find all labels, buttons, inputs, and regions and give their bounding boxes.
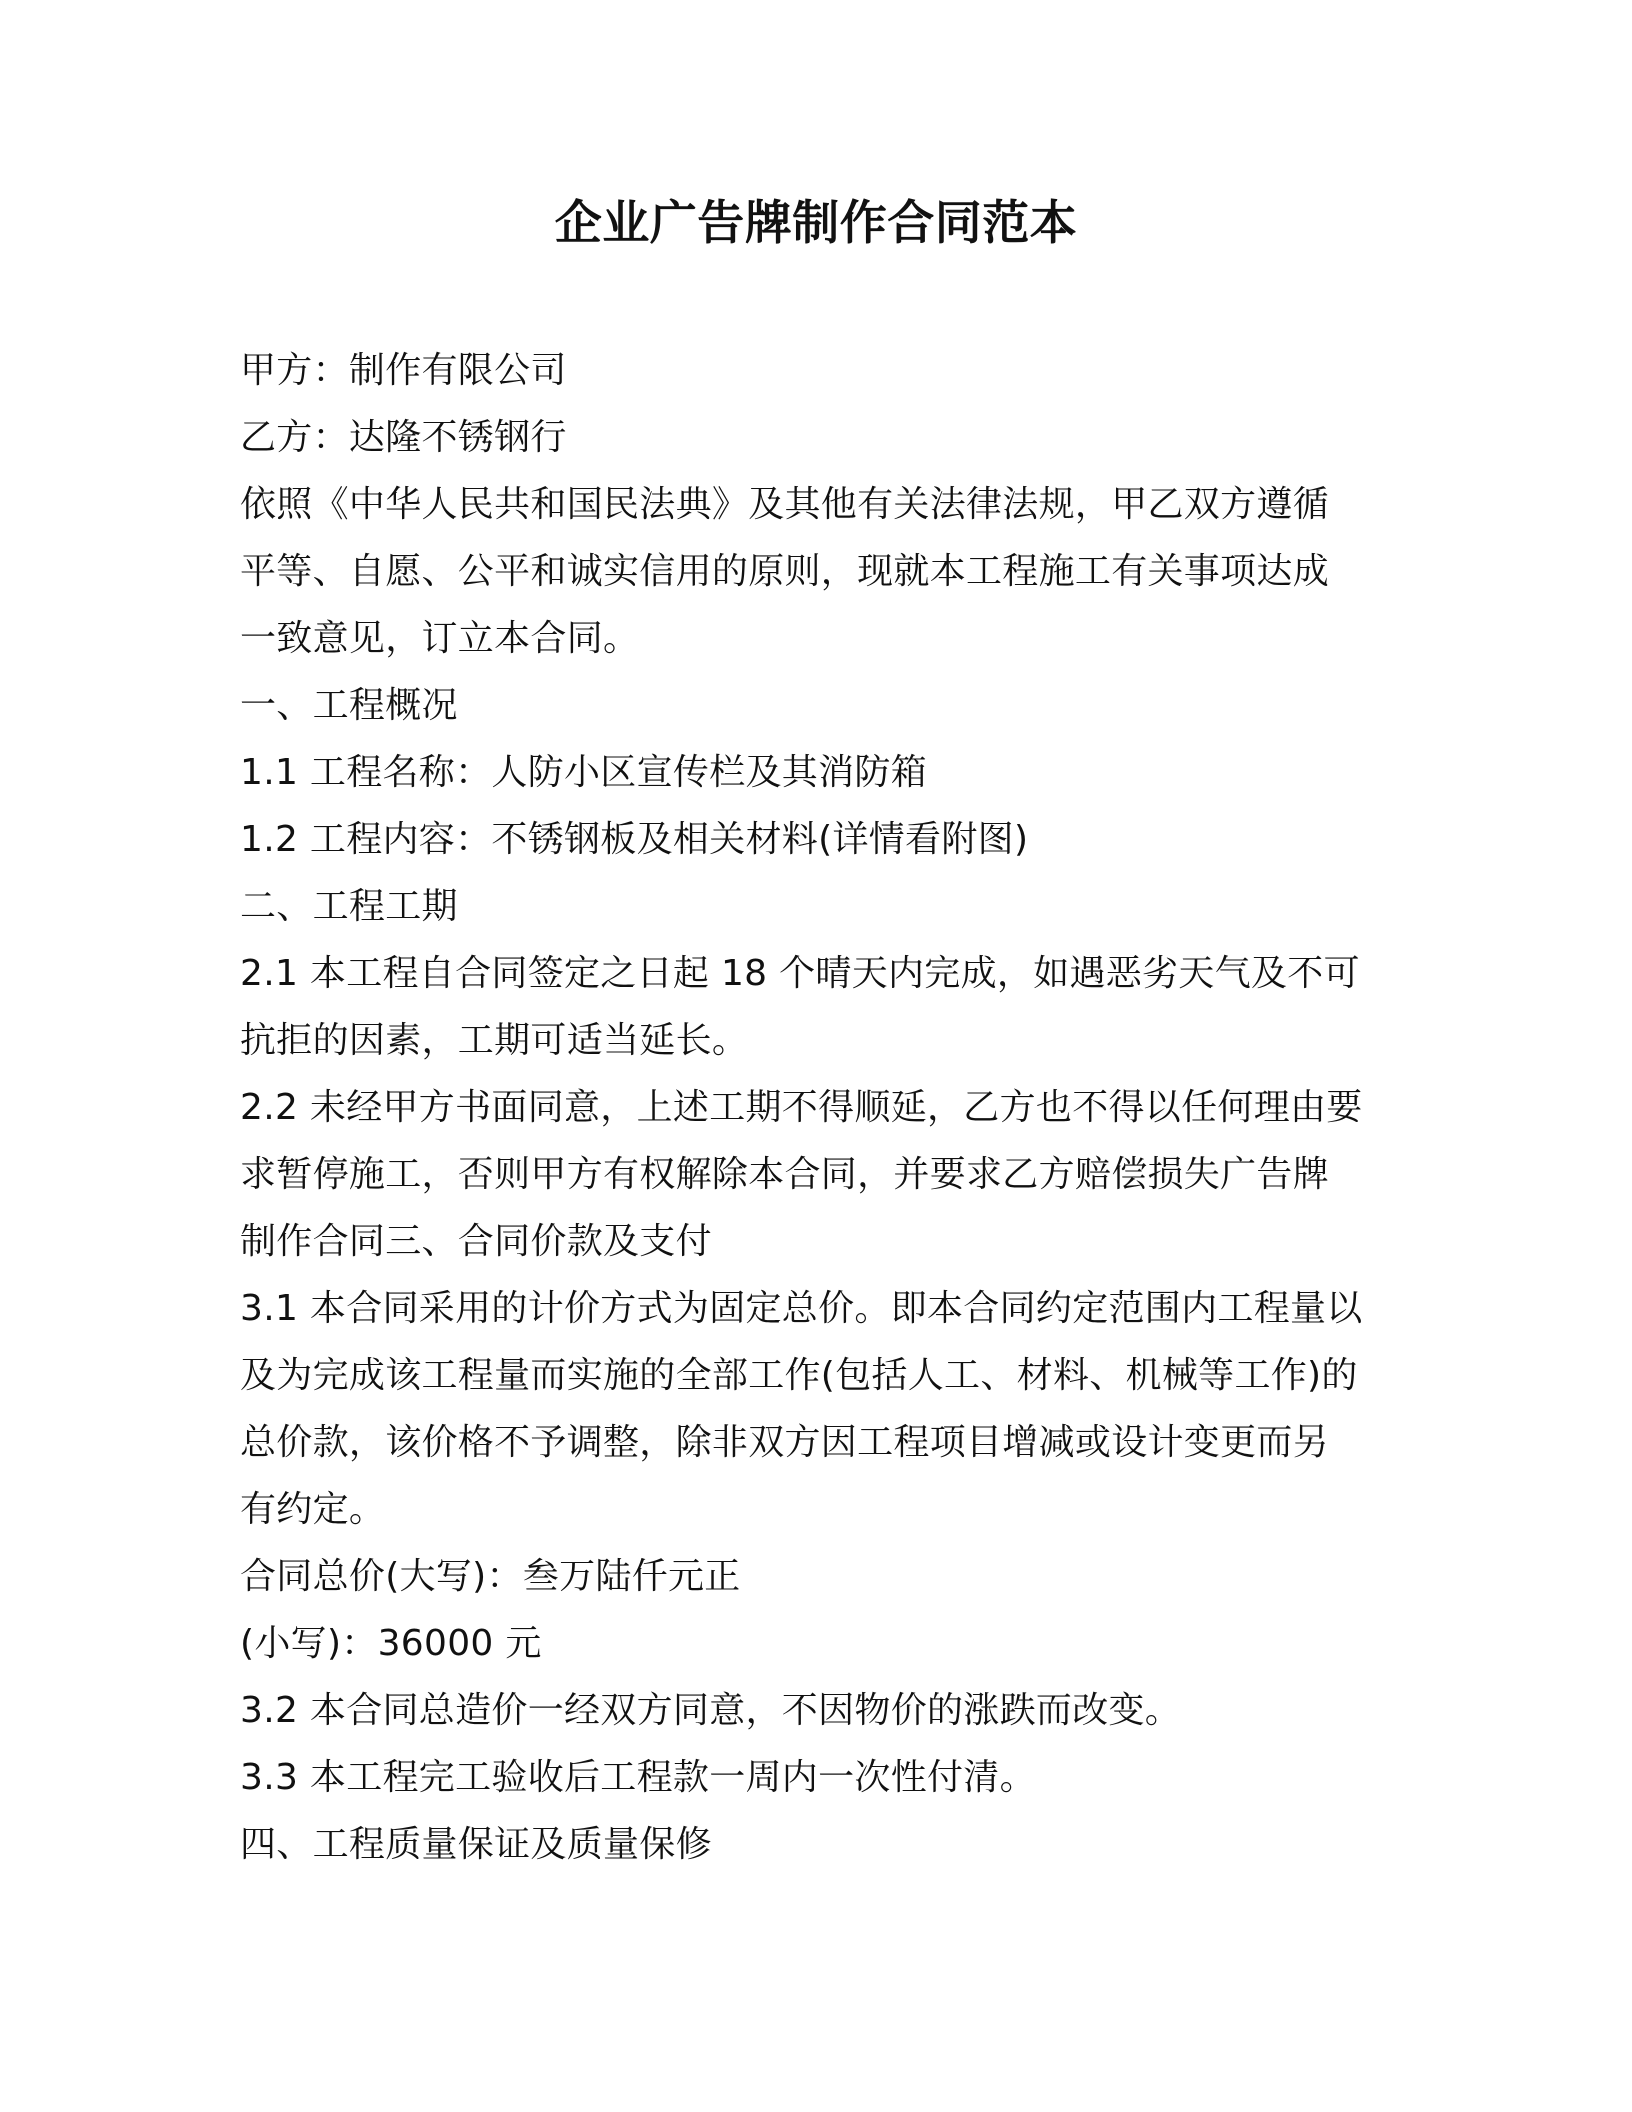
clause-2-1-line-2: 抗拒的因素，工期可适当延长。 [240, 1020, 749, 1061]
intro-line-3: 一致意见，订立本合同。 [240, 618, 640, 659]
clause-2-2-line-1: 2.2 未经甲方书面同意，上述工期不得顺延，乙方也不得以任何理由要 [240, 1087, 1363, 1128]
document-title: 企业广告牌制作合同范本 [554, 196, 1078, 251]
total-price-uppercase: 合同总价(大写)：叁万陆仟元正 [240, 1556, 741, 1597]
clause-2-2-line-2: 求暂停施工，否则甲方有权解除本合同，并要求乙方赔偿损失广告牌 [240, 1154, 1330, 1195]
section-heading-4: 四、工程质量保证及质量保修 [240, 1824, 712, 1865]
clause-3-1-line-2: 及为完成该工程量而实施的全部工作(包括人工、材料、机械等工作)的 [240, 1355, 1358, 1396]
clause-1-1: 1.1 工程名称：人防小区宣传栏及其消防箱 [240, 752, 927, 793]
clause-3-2: 3.2 本合同总造价一经双方同意，不因物价的涨跌而改变。 [240, 1690, 1182, 1731]
intro-line-1: 依照《中华人民共和国民法典》及其他有关法律法规，甲乙双方遵循 [240, 484, 1330, 525]
clause-3-1-line-4: 有约定。 [240, 1489, 386, 1530]
clause-2-2-line-3: 制作合同三、合同价款及支付 [240, 1221, 712, 1262]
clause-2-1-line-1: 2.1 本工程自合同签定之日起 18 个晴天内完成，如遇恶劣天气及不可 [240, 953, 1360, 994]
clause-3-1-line-3: 总价款，该价格不予调整，除非双方因工程项目增减或设计变更而另 [240, 1422, 1330, 1463]
section-heading-2: 二、工程工期 [240, 886, 458, 927]
clause-1-2: 1.2 工程内容：不锈钢板及相关材料(详情看附图) [240, 819, 1029, 860]
document-body [240, 337, 1400, 1878]
total-price-lowercase: (小写)：36000 元 [240, 1623, 542, 1664]
clause-3-1-line-1: 3.1 本合同采用的计价方式为固定总价。即本合同约定范围内工程量以 [240, 1288, 1363, 1329]
clause-3-3: 3.3 本工程完工验收后工程款一周内一次性付清。 [240, 1757, 1036, 1798]
section-heading-1: 一、工程概况 [240, 685, 458, 726]
intro-line-2: 平等、自愿、公平和诚实信用的原则，现就本工程施工有关事项达成 [240, 551, 1330, 592]
party-a-line: 甲方：制作有限公司 [240, 350, 567, 391]
party-b-line: 乙方：达隆不锈钢行 [240, 417, 567, 458]
